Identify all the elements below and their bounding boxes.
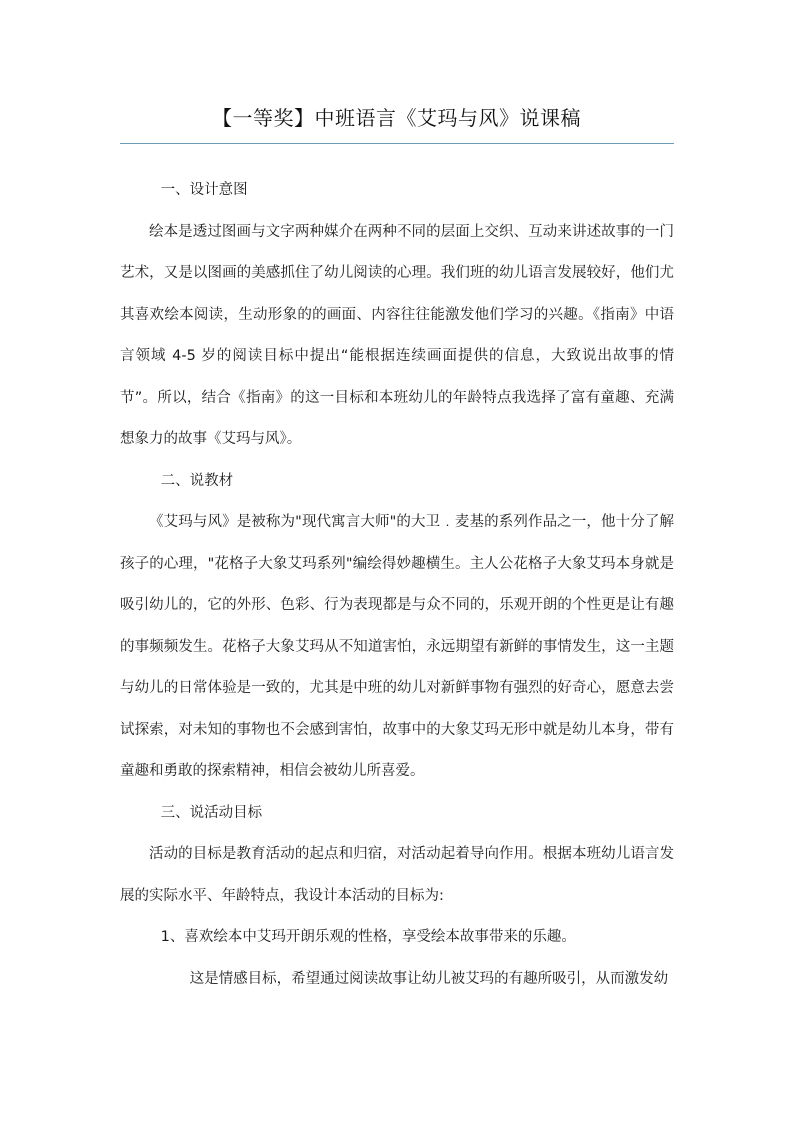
goal-note-1: 这是情感目标，希望通过阅读故事让幼儿被艾玛的有趣所吸引，从而激发幼 [189, 970, 669, 987]
paragraph-activity-goals: 活动的目标是教育活动的起点和归宿，对活动起着导向作用。根据本班幼儿语言发展的实际水平、年龄特点，我设计本活动的目标为: [120, 846, 674, 904]
title-divider [120, 143, 674, 144]
section-heading-teaching-material: 二、说教材 [160, 472, 234, 489]
paragraph-design-intent: 绘本是透过图画与文字两种媒介在两种不同的层面上交织、互动来讲述故事的一门艺术，又是以图画的美感抓住了幼儿阅读的心理。我们班的幼儿语言发展较好，他们尤其喜欢绘本阅读，生动形象的的画面、内容往往能激发他们学习的兴趣。《指南》中语言领域 4-5 岁的阅读目标中提出“能根据连续画面提供的信息，大致说出故事的情节”。所以，结合《指南》的这一目标和本班幼儿的年龄特点我选择了富有童趣、充满想象力的故事《艾玛与风》。 [120, 223, 674, 447]
page-title: 【一等奖】中班语言《艾玛与风》说课稿 [212, 106, 581, 130]
paragraph-teaching-material: 《艾玛与风》是被称为"现代寓言大师"的大卫﹒麦基的系列作品之一，他十分了解孩子的心理，"花格子大象艾玛系列"编绘得妙趣横生。主人公花格子大象艾玛本身就是吸引幼儿的，它的外形、色彩、行为表现都是与众不同的，乐观开朗的个性更是让有趣的事频频发生。花格子大象艾玛从不知道害怕，永远期望有新鲜的事情发生，这一主题与幼儿的日常体验是一致的，尤其是中班的幼儿对新鲜事物有强烈的好奇心，愿意去尝试探索，对未知的事物也不会感到害怕，故事中的大象艾玛无形中就是幼儿本身，带有童趣和勇敢的探索精神，相信会被幼儿所喜爱。 [120, 514, 674, 779]
section-heading-design-intent: 一、设计意图 [160, 182, 248, 198]
document-body [120, 170, 674, 1000]
section-heading-activity-goals: 三、说活动目标 [160, 804, 263, 821]
goal-item-1: 1、喜欢绘本中艾玛开朗乐观的性格，享受绘本故事带来的乐趣。 [160, 929, 576, 945]
